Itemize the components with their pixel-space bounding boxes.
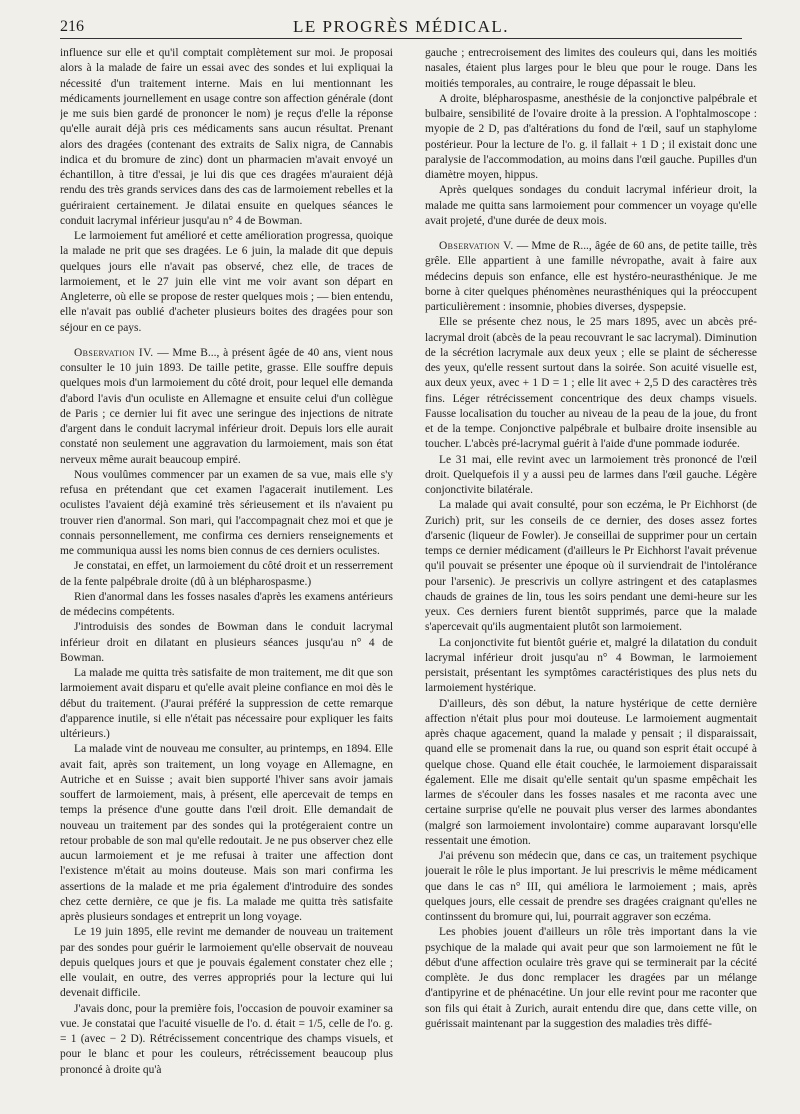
paragraph (425, 849, 757, 925)
paragraph (425, 636, 757, 697)
page-number: 216 (60, 18, 84, 35)
paragraph-text: — Mme de R..., âgée de 60 ans, de petite taille, très grêle. Elle appartient à une famille névropathe, avait à faire aux médecins depuis son enfance, elle est hystéro-neurasthénique. Je me borne à citer quelques phénomènes neurasthéniques qui la préoccupent particulièrement : insomnie, phobies diverses, dyspepsie. (425, 240, 757, 313)
paragraph (425, 46, 757, 92)
paragraph (60, 46, 393, 229)
paragraph-text: Les phobies jouent d'ailleurs un rôle très important dans la vie psychique de la malade qui avait peur que son larmoiement ne fût le début d'une affection oculaire très grave qui se terminerait par la cécité complète. Je dus donc remplacer les dragées par un mélange d'antipyrine et de phénacétine. Un jour elle revint pour me raconter que son fils qui était à Zurich, aurait entendu dire que, dans cette ville, on guérissait maintenant par la suggestion des maladies très diffé- (425, 926, 757, 1030)
paragraph-text: Je constatai, en effet, un larmoiement du côté droit et un resserrement de la fente palpébrale droite (dû à un blépharospasme.) (60, 560, 393, 588)
paragraph (60, 620, 393, 666)
paragraph (425, 183, 757, 229)
paragraph-text: J'ai prévenu son médecin que, dans ce cas, un traitement psychique jouerait le rôle le plus important. Je lui prescrivis le même médicament que dans le cas n° III, qui améliora le larmoiement ; mais, après quelques jours, elle cessait de prendre ses dragées craignant qu'elles ne continssent du bromure qui, lui, pourrait aggraver son eczéma. (425, 850, 757, 923)
paragraph (60, 229, 393, 336)
running-title: LE PROGRÈS MÉDICAL. (293, 17, 509, 36)
paragraph-text: Le 31 mai, elle revint avec un larmoiement très prononcé de l'œil droit. Quelquefois il y a aussi peu de larmes dans l'œil gauche. Légère conjonctivite bilatérale. (425, 453, 757, 496)
observation-heading: Observation V. (439, 240, 514, 252)
paragraph (60, 559, 393, 590)
paragraph-text: Rien d'anormal dans les fosses nasales d'après les examens antérieurs de médecins compétents. (60, 590, 393, 618)
paragraph-text: influence sur elle et qu'il comptait complètement sur moi. Je proposai alors à la malade de faire un essai avec des sondes et lui expliquai la nécessité d'un traitement interne. Mais en lui mentionnant les médicaments journellement en usage contre son affection générale (dont je me suis bien gardé de prononcer le nom) je reçus d'elle la réponse qu'elle aurait déjà pris ces médicaments sans aucun résultat. Prenant alors des dragées (contenant des extraits de Salix nigra, de Cannabis indica et du bromure de zinc) dont un pharmacien m'avait envoyé un échantillon, à titre d'essai, je lui dis que ces dragées m'auraient déjà rendu des très grands services dans des cas de larmoiement rebelles et la guériraient certainement. Je dilatai ensuite en quelques séances le conduit lacrymal inférieur jusqu'au n° 4 de Bowman. (60, 47, 393, 227)
paragraph-text: J'introduisis des sondes de Bowman dans le conduit lacrymal inférieur droit en dilatant en plusieurs séances jusqu'au n° 4 de Bowman. (60, 621, 393, 664)
paragraph-text: La malade me quitta très satisfaite de mon traitement, me dit que son larmoiement avait disparu et qu'elle avait pleine confiance en moi dès le début du traitement. (J'aurai préféré la suppression de cette remarque d'apparence inutile, si elle n'était pas nécessaire pour expliquer les faits ultérieurs.) (60, 667, 393, 740)
paragraph (60, 1002, 393, 1078)
paragraph (60, 742, 393, 925)
paragraph-text: Le 19 juin 1895, elle revint me demander de nouveau un traitement par des sondes pour guérir le larmoiement qu'elle observait de nouveau depuis quelques jours et que je pouvais également constater chez elle ; elle voulait, en outre, des verres appropriés pour la lecture qui lui devenait difficile. (60, 926, 393, 1000)
observation-heading: Observation IV. (74, 346, 154, 359)
paragraph-text: La malade qui avait consulté, pour son eczéma, le Pr Eichhorst (de Zurich) prit, sur les conseils de ce dernier, des doses assez fortes d'arsenic (liqueur de Fowler). Je conseillai de supprimer pour un certain temps ce dernier médicament (d'ailleurs le Pr Eichhorst l'avait prévenue qu'il pouvait se présenter une époque où il surviendrait de l'intolérance pour l'arsenic). Je prescrivis un collyre astringent et des cataplasmes chauds de graines de lin, tous les soirs pendant une demi-heure sur les yeux. Ces derniers furent bientôt supprimés, parce que la malade s'apercevait qu'ils augmentaient plutôt son larmoiement. (425, 499, 757, 634)
paragraph-text: Nous voulûmes commencer par un examen de sa vue, mais elle s'y refusa en prétendant que cet examen l'agacerait inutilement. Les oculistes l'avaient déjà examiné très sérieusement et ils n'avaient pu trouver rien d'anormal. Son mari, qui l'accompagnait chez moi et que je connais personnellement, me confirma ces derniers renseignements et me communiqua aussi les noms bien connus de ces derniers oculistes. (60, 468, 393, 557)
paragraph (425, 498, 757, 635)
paragraph-text: La conjonctivite fut bientôt guérie et, malgré la dilatation du conduit lacrymal inférieur droit jusqu'au n° 4 Bowman, le larmoiement persistait, présentant les symptômes caractéristiques des plus nets du larmoiement hystérique. (425, 636, 757, 695)
paragraph (425, 925, 757, 1032)
paragraph (425, 453, 757, 499)
right-column (425, 46, 757, 1106)
left-column (60, 46, 393, 1106)
paragraph-text: Le larmoiement fut amélioré et cette amélioration progressa, quoique la malade ne prit que ses dragées. Le 6 juin, la malade dit que depuis quelques jours elle n'avait pas observé, chez elle, de traces de larmoiement, et le 27 juin elle vint me voir avant son départ en Angleterre, où elle se propose de rester quelques mois ; — bien entendu, elle n'avait pas oublié d'acheter plusieurs boites des dragées pour son séjour en ce pays. (60, 230, 393, 334)
paragraph-text: A droite, blépharospasme, anesthésie de la conjonctive palpébrale et bulbaire, sensibilité de l'ovaire droite à la pression. A l'ophtalmoscope : myopie de 2 D, pas d'altérations du fond de l'œil, sauf un staphylome postérieur. Pour la lecture de l'o. g. il fallait + 1 D ; il existait donc une paralysie de l'accommodation, au moins dans l'œil gauche. Pupilles d'un diamètre moyen, hippus. (425, 92, 757, 181)
paragraph (60, 346, 393, 468)
paragraph (60, 468, 393, 560)
page-header (60, 12, 742, 39)
paragraph-text: Elle se présente chez nous, le 25 mars 1895, avec un abcès pré-lacrymal droit (abcès de la peau recouvrant le sac lacrymal). Diminution de la sécrétion lacrymale aux deux yeux ; elle se plaint de sécheresse des yeux, qu'elle ressent surtout dans la soirée. Son acuité visuelle est, aux deux yeux, avec + 1 D = 1 ; elle lit avec + 2,5 D des caractères très fins. Léger rétrécissement concentrique des deux champs visuels. Fausse localisation du toucher au niveau de la peau de la joue, du front et de la tempe. Conjonctive palpébrale et bulbaire droite insensible au toucher. L'abcès pré-lacrymal guérit à l'aide d'une pommade iodurée. (425, 316, 757, 451)
paragraph-text: J'avais donc, pour la première fois, l'occasion de pouvoir examiner sa vue. Je constatai que l'acuité visuelle de l'o. d. était = 1/5, celle de l'o. g. = 1 (avec − 2 D). Rétrécissement concentrique des champs visuels, et pour le blanc et pour les couleurs, rétrécissement beaucoup plus prononcé à droite qu'à (60, 1002, 393, 1076)
paragraph-text: — Mme B..., à présent âgée de 40 ans, vient nous consulter le 10 juin 1893. De taille petite, grasse. Elle souffre depuis quelques mois d'un larmoiement du côté droit, pour lequel elle demanda d'abord l'avis d'un oculiste en Allemagne et ensuite celui d'un collègue de Paris ; ce dernier lui fit avec une seringue des injections de nitrate d'argent dans le conduit lacrymal inférieur droit. Depuis lors elle aurait constaté non seulement une aggravation du larmoiement, mais son état nerveux même aurait beaucoup empiré. (60, 346, 393, 466)
paragraph-text: Après quelques sondages du conduit lacrymal inférieur droit, la malade me quitta sans larmoiement pour commencer un voyage qu'elle avait projeté, d'une durée de deux mois. (425, 184, 757, 227)
paragraph (425, 92, 757, 184)
paragraph-text: D'ailleurs, dès son début, la nature hystérique de cette dernière affection n'était plus pour moi douteuse. Le larmoiement augmentait après chaque agacement, quand la malade y pensait ; il disparaissait, quand elle se promenait dans la rue, ou quand son esprit était occupé à quelque chose. Quand elle était couchée, le larmoiement disparaissait également. Elle me disait qu'elle sentait qu'un spasme empêchait les larmes de s'écouler dans les fosses nasales et me raconta avec une certaine surprise qu'elle ne pouvait plus verser des larmes abondantes (malgré son larmoiement involontaire) comme auparavant lorsqu'elle ressentait une émotion. (425, 697, 757, 847)
paragraph (425, 697, 757, 850)
paragraph (60, 590, 393, 621)
paragraph (425, 239, 757, 315)
paragraph (425, 315, 757, 452)
paragraph (60, 925, 393, 1001)
paragraph (60, 666, 393, 742)
paragraph-text: gauche ; entrecroisement des limites des couleurs qui, dans les moitiés nasales, étaient plus larges pour le bleu que pour le rouge. Dans les moitiés temporales, au contraire, le rouge dépassait le bleu. (425, 47, 757, 90)
paragraph-text: La malade vint de nouveau me consulter, au printemps, en 1894. Elle avait fait, après son traitement, un long voyage en Allemagne, en Autriche et en Suisse ; avait bien supporté l'hiver sans avoir jamais souffert de larmoiement, mais, à présent, elle apercevait de temps en temps la présence d'une goutte dans l'œil droit. Elle demandait de nouveau un traitement par des sondes qui la protégeraient contre un retour probable de son mal qu'elle redoutait. Je ne pus observer chez elle aucun larmoiement et je me refusai à traiter une affection dont l'existence m'était au moins douteuse. Mais son mari confirma les assertions de la malade et me pria également d'introduire des sondes chez cette dernière, ce que je fis. La malade me quitta très satisfaite après plusieurs sondages et entreprit un long voyage. (60, 743, 393, 923)
